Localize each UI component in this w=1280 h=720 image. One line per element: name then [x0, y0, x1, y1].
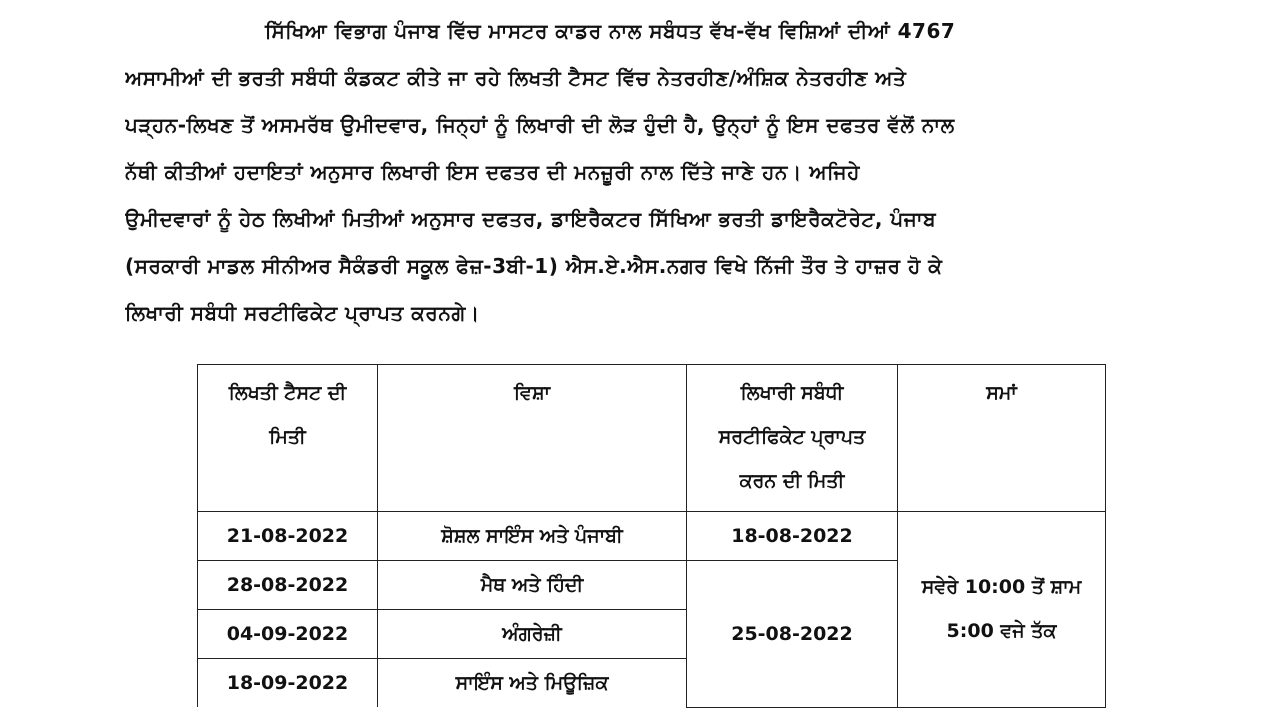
notice-line: ਉਮੀਦਵਾਰਾਂ ਨੂੰ ਹੇਠ ਲਿਖੀਆਂ ਮਿਤੀਆਂ ਅਨੁਸਾਰ ਦਫਤਰ, ਡਾਇਰੈਕਟਰ ਸਿੱਖਿਆ ਭਰਤੀ ਡਾਇਰੈਕਟੋਰੇਟ, ਪੰਜਾਬ — [125, 207, 937, 231]
header-certificate-date — [687, 365, 898, 512]
header-test-date — [198, 365, 378, 512]
notice-line: ਸਿੱਖਿਆ ਵਿਭਾਗ ਪੰਜਾਬ ਵਿੱਚ ਮਾਸਟਰ ਕਾਡਰ ਨਾਲ ਸਬੰਧਤ ਵੱਖ-ਵੱਖ ਵਿਸ਼ਿਆਂ ਦੀਆਂ 4767 — [265, 19, 956, 43]
subject-cell: ਅੰਗਰੇਜ਼ੀ — [378, 610, 687, 659]
subject-cell: ਸ਼ੋਸ਼ਲ ਸਾਇੰਸ ਅਤੇ ਪੰਜਾਬੀ — [378, 512, 687, 561]
subject-cell: ਸਾਇੰਸ ਅਤੇ ਮਿਊਜ਼ਿਕ — [378, 659, 687, 708]
header-text: ਮਿਤੀ — [269, 426, 306, 448]
test-date-cell: 18-09-2022 — [198, 659, 378, 708]
test-date-cell: 28-08-2022 — [198, 561, 378, 610]
time-line: 5:00 ਵਜੇ ਤੱਕ — [946, 620, 1057, 643]
header-text: ਲਿਖਤੀ ਟੈਸਟ ਦੀ — [228, 382, 347, 404]
notice-line: (ਸਰਕਾਰੀ ਮਾਡਲ ਸੀਨੀਅਰ ਸੈਕੰਡਰੀ ਸਕੂਲ ਫੇਜ਼-3ਬੀ-1) ਐਸ.ਏ.ਐਸ.ਨਗਰ ਵਿਖੇ ਨਿੱਜੀ ਤੌਰ ਤੇ ਹਾਜ਼ਰ ਹੋ ਕੇ — [125, 254, 943, 278]
header-text: ਸਰਟੀਫਿਕੇਟ ਪ੍ਰਾਪਤ — [718, 426, 866, 448]
time-cell — [898, 512, 1106, 708]
header-time — [898, 365, 1106, 512]
test-date-cell: 04-09-2022 — [198, 610, 378, 659]
table-row — [198, 512, 1106, 561]
notice-line: ਨੱਥੀ ਕੀਤੀਆਂ ਹਦਾਇਤਾਂ ਅਨੁਸਾਰ ਲਿਖਾਰੀ ਇਸ ਦਫਤਰ ਦੀ ਮਨਜ਼ੂਰੀ ਨਾਲ ਦਿੱਤੇ ਜਾਣੇ ਹਨ। ਅਜਿਹੇ — [125, 160, 860, 184]
scribe-schedule-table — [197, 364, 1106, 708]
table-header-row — [198, 365, 1106, 512]
header-text: ਸਮਾਂ — [986, 382, 1017, 404]
time-line: ਸਵੇਰੇ 10:00 ਤੋਂ ਸ਼ਾਮ — [921, 576, 1082, 599]
header-subject — [378, 365, 687, 512]
header-text: ਕਰਨ ਦੀ ਮਿਤੀ — [739, 470, 845, 492]
notice-paragraph — [125, 8, 1185, 337]
header-text: ਵਿਸ਼ਾ — [513, 382, 551, 404]
test-date-cell: 21-08-2022 — [198, 512, 378, 561]
certificate-date-cell: 25-08-2022 — [687, 561, 898, 708]
header-text: ਲਿਖਾਰੀ ਸਬੰਧੀ — [740, 382, 844, 404]
notice-line: ਲਿਖਾਰੀ ਸਬੰਧੀ ਸਰਟੀਫਿਕੇਟ ਪ੍ਰਾਪਤ ਕਰਨਗੇ। — [125, 301, 480, 325]
notice-line: ਪੜ੍ਹਨ-ਲਿਖਣ ਤੋਂ ਅਸਮਰੱਥ ਉਮੀਦਵਾਰ, ਜਿਨ੍ਹਾਂ ਨੂੰ ਲਿਖਾਰੀ ਦੀ ਲੋੜ ਹੁੰਦੀ ਹੈ, ਉਨ੍ਹਾਂ ਨੂੰ ਇਸ ਦਫਤਰ ਵੱਲੋਂ ਨਾਲ — [125, 113, 955, 137]
subject-cell: ਮੈਥ ਅਤੇ ਹਿੰਦੀ — [378, 561, 687, 610]
notice-line: ਅਸਾਮੀਆਂ ਦੀ ਭਰਤੀ ਸਬੰਧੀ ਕੰਡਕਟ ਕੀਤੇ ਜਾ ਰਹੇ ਲਿਖਤੀ ਟੈਸਟ ਵਿੱਚ ਨੇਤਰਹੀਣ/ਅੰਸ਼ਿਕ ਨੇਤਰਹੀਣ ਅਤੇ — [125, 66, 907, 90]
certificate-date-cell: 18-08-2022 — [687, 512, 898, 561]
